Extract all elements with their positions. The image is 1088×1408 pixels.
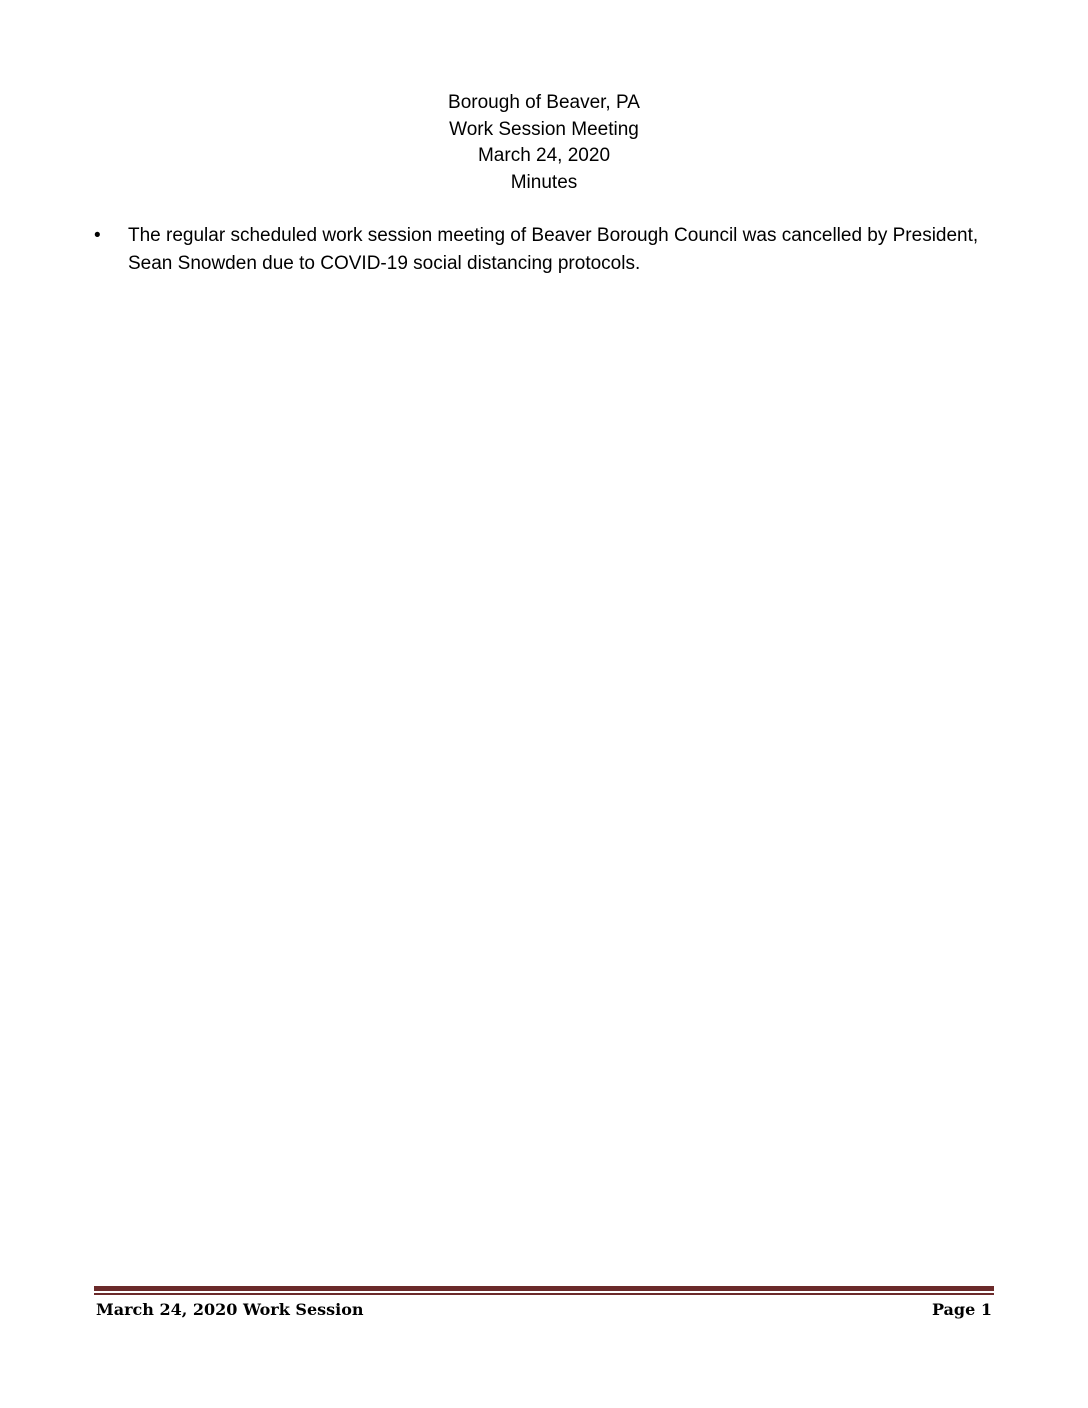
minutes-list [92,222,1012,278]
header-municipality: Borough of Beaver, PA [448,92,640,113]
page-footer [94,1298,994,1322]
footer-title: March 24, 2020 Work Session [96,1300,364,1319]
header-doc-type: Minutes [510,171,578,193]
list-item [92,222,1012,278]
footer-divider-thick [94,1286,994,1291]
header-date: March 24, 2020 [477,145,611,166]
page-number: Page 1 [931,1300,992,1319]
list-item-text: The regular scheduled work session meeting of Beaver Borough Council was cancelled by President, Sean Snowden due to COVID-19 social distancing protocols. [128,225,979,274]
header-meeting-type: Work Session Meeting [449,118,639,140]
footer-divider-thin [94,1293,994,1295]
bullet-icon: • [94,225,101,246]
footer-divider [94,1286,994,1296]
document-header [0,90,1088,196]
